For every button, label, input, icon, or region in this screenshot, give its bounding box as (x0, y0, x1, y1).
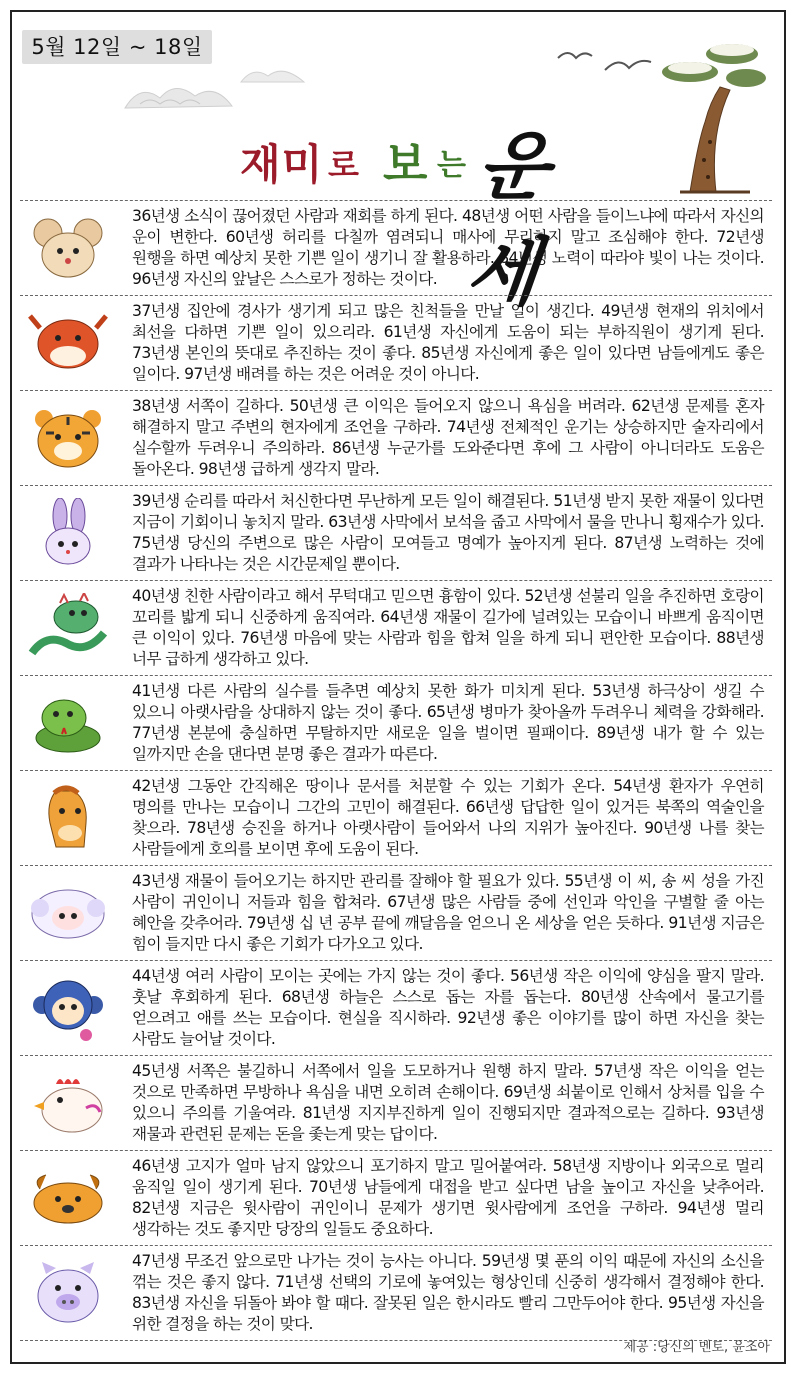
tiger-icon (26, 403, 110, 473)
small-cloud-decoration-icon (238, 64, 308, 88)
credit-line: 제공 :당신의 멘토, 윤조아 (623, 1340, 770, 1355)
title-part-4: 는 (437, 148, 466, 183)
fortune-text: 45년생 서쪽은 불길하니 서쪽에서 일을 도모하거나 원행 하지 말라. 57년생 작은 이익을 얻는 것으로 만족하면 무방하나 욕심을 내면 오히려 손해이다. 69년생 쇠붙이로 인해서 상처를 입을 수 있으니 주의를 기울여라. 81년생 지지부진하게 일이 진행되지만 결과적으로는 길하다. 93년생 재물과 관련된 문제는 돈을 좇는게 맞는 답이다. (132, 1062, 764, 1143)
fortune-text: 46년생 고지가 얼마 남지 않았으니 포기하지 말고 밀어붙여라. 58년생 지방이나 외국으로 멀리 움직일 일이 생기게 된다. 70년생 남들에게 대접을 받고 싶다면 남을 높이고 자신을 낮추어라. 82년생 지금은 윗사람이 귀인이니 문제가 생기면 윗사람에게 조언을 구하라. 94년생 멀리 생각하는 것도 좋지만 당장의 일들도 중요하다. (132, 1157, 764, 1238)
fortune-text: 40년생 친한 사람이라고 해서 무턱대고 믿으면 흉함이 있다. 52년생 섣불리 일을 추진하면 호랑이 꼬리를 밟게 되니 신중하게 움직여라. 64년생 재물이 길가에 널려있는 모습이니 바쁘게 움직이면 큰 이익이 있다. 76년생 마음에 맞는 사람과 힘을 합쳐 일을 하게 되니 편안한 모습이다. 88년생 너무 급하게 생각하고 있다. (132, 587, 764, 668)
mouse-icon (26, 213, 110, 283)
fortune-row-rooster (20, 1056, 772, 1151)
snake-icon (26, 688, 110, 758)
title-part-5: 운세 (462, 124, 554, 316)
fortune-row-ox (20, 296, 772, 391)
ox-icon (26, 308, 110, 378)
fortune-row-horse (20, 771, 772, 866)
rooster-icon (26, 1068, 110, 1138)
fortune-row-pig (20, 1246, 772, 1341)
fortune-row-monkey (20, 961, 772, 1056)
fortune-text: 39년생 순리를 따라서 처신한다면 무난하게 모든 일이 해결된다. 51년생 받지 못한 재물이 있다면 지금이 기회이니 놓치지 말라. 63년생 사막에서 보석을 줍고 사막에서 물을 만나니 횡재수가 있다. 75년생 당신의 주변으로 많은 사람이 모여들고 명예가 높아지게 된다. 87년생 노력하는 것에 결과가 나타나는 것은 시간문제일 뿐이다. (132, 492, 764, 573)
title-part-1: 재미 (240, 140, 324, 189)
fortune-text: 43년생 재물이 들어오기는 하지만 관리를 잘해야 할 필요가 있다. 55년생 이 씨, 송 씨 성을 가진 사람이 귀인이니 저들과 힘을 합쳐라. 67년생 많은 사람들 중에 선인과 악인을 구별할 줄 아는 혜안을 갖추어라. 79년생 십 년 공부 끝에 깨달음을 얻으니 온 세상을 얻은 듯하다. 91년생 지금은 힘이 들지만 다시 좋은 기회가 다가오고 있다. (132, 872, 764, 953)
fortune-row-rabbit (20, 486, 772, 581)
fortune-text: 36년생 소식이 끊어졌던 사람과 재회를 하게 된다. 48년생 어떤 사람을 들이느냐에 따라서 자신의 운이 변한다. 60년생 허리를 다칠까 염려되니 매사에 무리하지 말고 조심해야 한다. 72년생 원행을 하면 예상치 못한 기쁜 일이 생기니 잘 활용하라. 84년생 노력이 따라야 빛이 나는 것이다. 96년생 자신의 앞날은 스스로가 정하는 것이다. (132, 207, 764, 288)
title-part-3: 보 (383, 137, 428, 191)
fortune-text: 44년생 여러 사람이 모이는 곳에는 가지 않는 것이 좋다. 56년생 작은 이익에 양심을 팔지 말라. 훗날 후회하게 된다. 68년생 하늘은 스스로 돕는 자를 돕는다. 80년생 산속에서 물고기를 얻으려고 애를 쓰는 모습이다. 현실을 직시하라. 92년생 좋은 이야기를 많이 하면 자신을 찾는 사람도 늘어날 것이다. (132, 967, 764, 1048)
fortune-row-sheep (20, 866, 772, 961)
monkey-icon (26, 973, 110, 1043)
fortune-row-dog (20, 1151, 772, 1246)
fortune-row-mouse (20, 200, 772, 296)
fortune-text: 37년생 집안에 경사가 생기게 되고 많은 친척들을 만날 일이 생긴다. 49년생 현재의 위치에서 최선을 다하면 기쁜 일이 있으리라. 61년생 자신에게 도움이 되는 부하직원이 생기게 된다. 73년생 본인의 뜻대로 추진하는 것이 좋다. 85년생 자신에게 좋은 일이 있다면 남들에게도 좋은 일이다. 97년생 배려를 하는 것은 어려운 것이 아니다. (132, 302, 764, 383)
fortune-row-snake (20, 676, 772, 771)
fortune-text: 41년생 다른 사람의 실수를 들추면 예상치 못한 화가 미치게 된다. 53년생 하극상이 생길 수 있으니 아랫사람을 상대하지 않는 것이 좋다. 65년생 병마가 찾아올까 두려우니 체력을 강화해라. 77년생 본분에 충실하면 무탈하지만 새로운 일을 벌이면 필패이다. 89년생 내가 할 수 있는 일까지만 손을 댄다면 분명 좋은 결과가 따른다. (132, 682, 764, 763)
cloud-decoration-icon (120, 78, 240, 118)
dragon-icon (26, 593, 110, 663)
fortune-text: 38년생 서쪽이 길하다. 50년생 큰 이익은 들어오지 않으니 욕심을 버려라. 62년생 문제를 혼자 해결하지 말고 주변의 현자에게 조언을 구하라. 74년생 전체적인 운기는 상승하지만 술자리에서 실수할까 두려우니 주의하라. 86년생 누군가를 도와준다면 후에 그 사람이 아니더라도 도움은 돌아온다. 98년생 급하게 생각지 말라. (132, 397, 764, 478)
fortune-list (20, 200, 772, 1341)
title-part-2: 로 (328, 146, 359, 184)
pig-icon (26, 1258, 110, 1328)
fortune-text: 42년생 그동안 간직해온 땅이나 문서를 처분할 수 있는 기회가 온다. 54년생 환자가 우연히 명의를 만나는 모습이니 그간의 고민이 해결된다. 66년생 답답한 일이 있거든 북쪽의 역술인을 찾으라. 78년생 승진을 하거나 아랫사람이 들어와서 나의 지위가 높아진다. 90년생 나를 찾는 사람들에게 호의를 보이면 후에 도움이 된다. (132, 777, 764, 858)
date-range-badge: 5월 12일 ~ 18일 (22, 30, 212, 64)
fortune-row-dragon (20, 581, 772, 676)
dog-icon (26, 1163, 110, 1233)
birds-decoration-icon (550, 42, 660, 82)
rabbit-icon (26, 498, 110, 568)
sheep-icon (26, 878, 110, 948)
fortune-text: 47년생 무조건 앞으로만 나가는 것이 능사는 아니다. 59년생 몇 푼의 이익 때문에 자신의 소신을 꺾는 것은 좋지 않다. 71년생 선택의 기로에 놓여있는 형상인데 신중히 생각해서 결정해야 한다. 83년생 자신을 뒤돌아 봐야 할 때다. 잘못된 일은 한시라도 빨리 그만두어야 한다. 95년생 자신을 위한 결정을 하는 것이 맞다. (132, 1252, 764, 1333)
horse-icon (26, 783, 110, 853)
pine-tree-icon (650, 32, 770, 197)
fortune-row-tiger (20, 391, 772, 486)
